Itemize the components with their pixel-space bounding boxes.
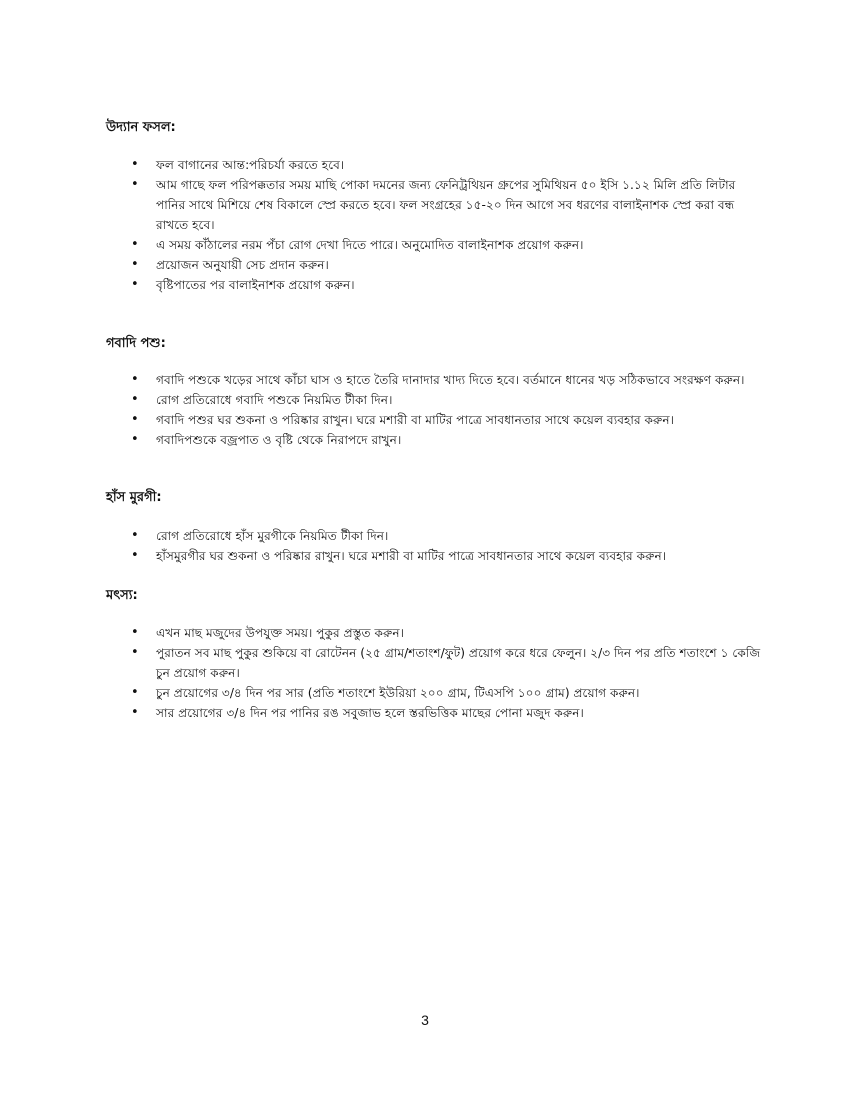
poultry-list (131, 526, 776, 566)
section-heading-livestock: গবাদি পশু: (106, 336, 166, 351)
list-item: • সার প্রয়োগের ৩/৪ দিন পর পানির রঙ সবুজাভ হলে স্তরভিত্তিক মাছের পোনা মজুদ করুন। (131, 703, 776, 723)
list-item: • ফল বাগানের আন্ত:পরিচর্যা করতে হবে। (131, 155, 751, 175)
horticulture-list (131, 155, 751, 295)
list-item: • প্রয়োজন অনুযায়ী সেচ প্রদান করুন। (131, 255, 751, 275)
livestock-list (131, 370, 776, 450)
list-item: • চুন প্রয়োগের ৩/৪ দিন পর সার (প্রতি শতাংশে ইউরিয়া ২০০ গ্রাম, টিএসপি ১০০ গ্রাম) প্রয়োগ করুন। (131, 683, 776, 703)
list-item: • গবাদিপশুকে বজ্রপাত ও বৃষ্টি থেকে নিরাপদে রাখুন। (131, 430, 776, 450)
list-item: • বৃষ্টিপাতের পর বালাইনাশক প্রয়োগ করুন। (131, 275, 751, 295)
section-heading-poultry: হাঁস মুরগী: (106, 490, 162, 505)
list-item: • এ সময় কাঁঠালের নরম পঁচা রোগ দেখা দিতে পারে। অনুমোদিত বালাইনাশক প্রয়োগ করুন। (131, 235, 751, 255)
list-item: • রোগ প্রতিরোধে হাঁস মুরগীকে নিয়মিত টীকা দিন। (131, 526, 776, 546)
list-item: • আম গাছে ফল পরিপক্কতার সময় মাছি পোকা দমনের জন্য ফেনিট্রথিয়ন গ্রুপের সুমিথিয়ন ৫০ ইসি ১.১২ মিলি প্রতি লিটার পানির সাথে মিশিয়ে শেষ বিকালে স্প্রে করতে হবে। ফল সংগ্রহের ১৫-২০ দিন আগে সব ধরণের বালাইনাশক স্প্রে করা বন্ধ রাখতে হবে। (131, 175, 751, 235)
list-item: • গবাদি পশুকে খড়ের সাথে কাঁচা ঘাস ও হাতে তৈরি দানাদার খাদ্য দিতে হবে। বর্তমানে ধানের খড় সঠিকভাবে সংরক্ষণ করুন। (131, 370, 776, 390)
list-item: • রোগ প্রতিরোধে গবাদি পশুকে নিয়মিত টীকা দিন। (131, 390, 776, 410)
list-item: • হাঁসমুরগীর ঘর শুকনা ও পরিষ্কার রাখুন। ঘরে মশারী বা মাটির পাত্রে সাবধানতার সাথে কয়েল ব্যবহার করুন। (131, 546, 776, 566)
list-item: • পুরাতন সব মাছ পুকুর শুকিয়ে বা রোটেনন (২৫ গ্রাম/শতাংশ/ফুট) প্রয়োগ করে ধরে ফেলুন। ২/৩ দিন পর প্রতি শতাংশে ১ কেজি চুন প্রয়োগ করুন। (131, 643, 776, 683)
page-number: 3 (421, 1012, 429, 1028)
section-heading-fisheries: মৎস্য: (106, 588, 138, 603)
fisheries-list (131, 623, 776, 723)
section-heading-horticulture: উদ্যান ফসল: (106, 120, 176, 135)
list-item: • গবাদি পশুর ঘর শুকনা ও পরিষ্কার রাখুন। ঘরে মশারী বা মাটির পাত্রে সাবধানতার সাথে কয়েল ব্যবহার করুন। (131, 410, 776, 430)
list-item: • এখন মাছ মজুদের উপযুক্ত সময়। পুকুর প্রস্তুত করুন। (131, 623, 776, 643)
